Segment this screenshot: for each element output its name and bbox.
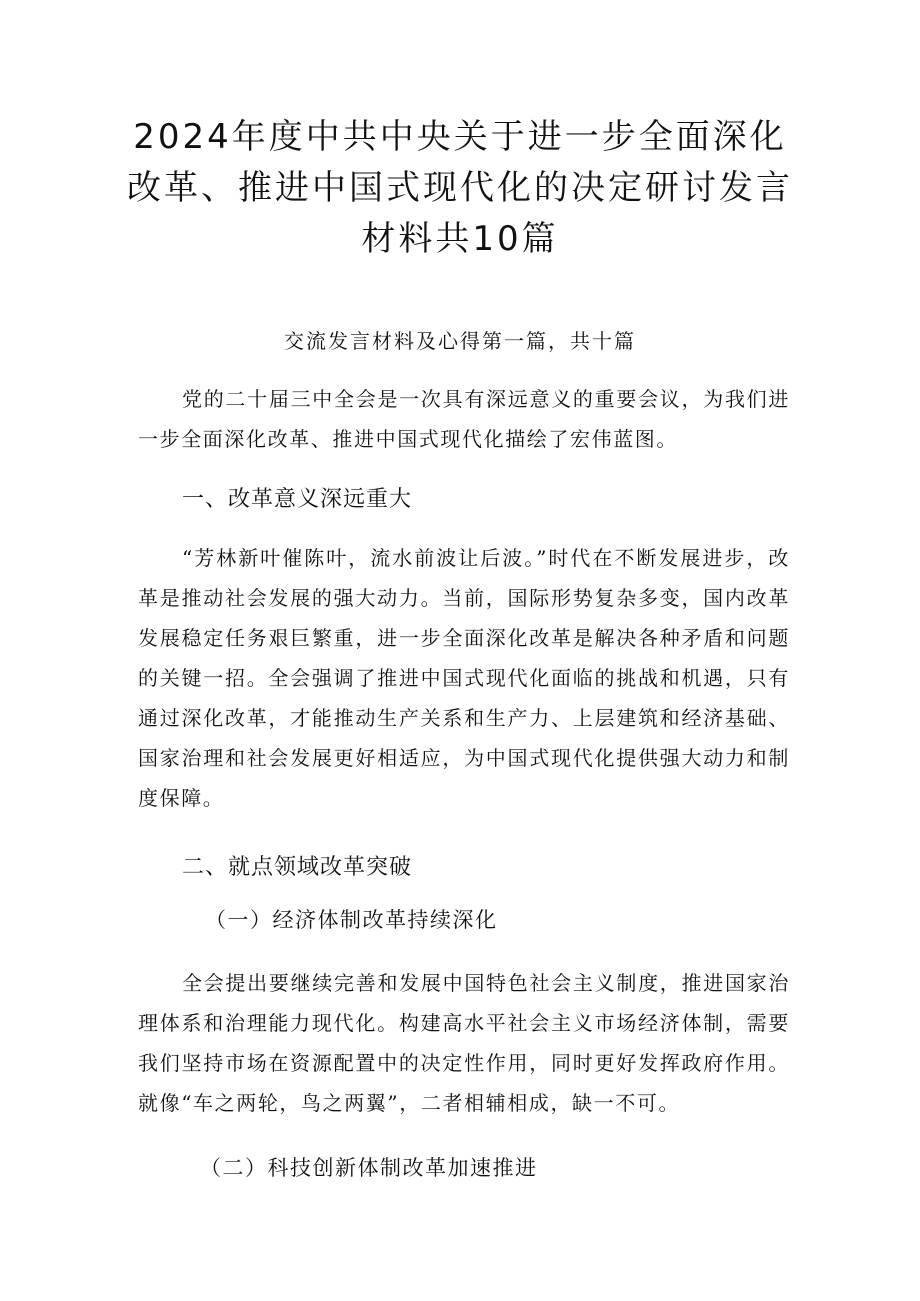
section-1-heading: 一、改革意义深远重大 — [182, 487, 413, 512]
subsection-2-heading: （二）科技创新体制改革加速推进 — [200, 1156, 538, 1180]
section-2-heading: 二、就点领域改革突破 — [182, 855, 413, 880]
intro-paragraph: 党的二十届三中全会是一次具有深远意义的重要会议，为我们进一步全面深化改革、推进中国式现代化描绘了宏伟蓝图。 — [138, 387, 790, 451]
section-1-paragraph: “芳林新叶催陈叶，流水前波让后波。”时代在不断发展进步，改革是推动社会发展的强大动力。当前，国际形势复杂多变，国内改革发展稳定任务艰巨繁重，进一步全面深化改革是解决各种矛盾和问题的关键一招。全会强调了推进中国式现代化面临的挑战和机遇，只有通过深化改革，才能推动生产关系和生产力、上层建筑和经济基础、国家治理和社会发展更好相适应，为中国式现代化提供强大动力和制度保障。 — [138, 546, 790, 810]
document-subtitle: 交流发言材料及心得第一篇，共十篇 — [284, 329, 636, 353]
subsection-1-paragraph: 全会提出要继续完善和发展中国特色社会主义制度，推进国家治理体系和治理能力现代化。构建高水平社会主义市场经济体制，需要我们坚持市场在资源配置中的决定性作用，同时更好发挥政府作用。就像“车之两轮，鸟之两翼”，二者相辅相成，缺一不可。 — [138, 971, 790, 1115]
subsection-1-heading: （一）经济体制改革持续深化 — [205, 908, 498, 932]
document-title: 2024年度中共中央关于进一步全面深化改革、推进中国式现代化的决定研讨发言材料共10篇 — [127, 117, 793, 259]
